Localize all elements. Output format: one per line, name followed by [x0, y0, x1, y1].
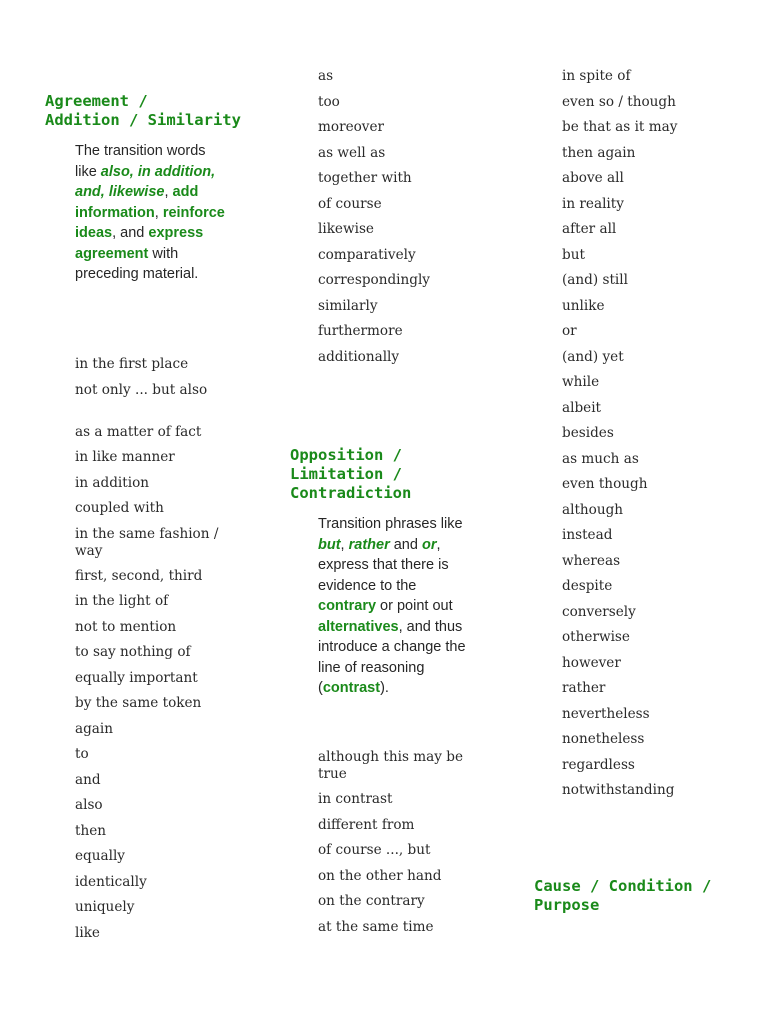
paragraph-text: , [340, 536, 349, 553]
transition-word: regardless [562, 756, 635, 773]
transition-word: in the first place [75, 356, 189, 372]
transition-word: in like manner [75, 449, 175, 465]
highlighted-phrase: or [421, 536, 437, 553]
transition-word: also [75, 797, 103, 813]
transition-word: then [75, 822, 107, 839]
transition-word: furthermore [318, 323, 403, 339]
transition-word: in the same fashion / way [75, 525, 219, 559]
transition-word: to [75, 746, 89, 762]
paragraph-text: , and [112, 225, 149, 241]
transition-word: at the same time [318, 918, 434, 935]
transition-word: coupled with [75, 500, 164, 516]
transition-word: although this may be true [318, 749, 463, 782]
highlighted-phrase: contrary [318, 598, 377, 614]
transition-word: conversely [562, 603, 636, 620]
transition-word: but [562, 246, 585, 263]
highlighted-phrase: rather [348, 536, 390, 553]
transition-word: in spite of [562, 68, 631, 84]
transition-word: together with [318, 170, 412, 186]
transition-word: correspondingly [318, 272, 430, 288]
transition-word: on the other hand [318, 867, 442, 884]
transition-word: identically [75, 873, 147, 890]
transition-word: and [75, 771, 101, 788]
highlighted-phrase: add information [75, 184, 199, 221]
section-heading-opposition: Opposition / Limitation / Contradiction [290, 446, 412, 502]
transition-word: similarly [318, 297, 378, 314]
transition-word: as a matter of fact [75, 423, 202, 440]
transition-word: however [562, 654, 621, 671]
section-heading-agreement: Agreement / Addition / Similarity [45, 92, 241, 129]
section-description-agreement [75, 141, 230, 285]
transition-word: by the same token [75, 695, 202, 711]
transition-word: not only ... but also [75, 381, 208, 398]
transition-word: nonetheless [562, 731, 645, 747]
word-list-agreement [75, 356, 225, 950]
transition-word: too [318, 93, 340, 110]
paragraph-text: with preceding material. [75, 245, 199, 282]
transition-word: albeit [562, 399, 602, 416]
section-heading-cause: Cause / Condition / Purpose [534, 877, 712, 914]
transition-word: rather [562, 680, 606, 696]
highlighted-phrase: but [318, 536, 341, 553]
transition-word: instead [562, 527, 613, 543]
transition-word: again [75, 720, 114, 737]
transition-word: even though [562, 476, 648, 492]
transition-word: in contrast [318, 791, 393, 807]
section-description-opposition [318, 514, 473, 699]
transition-word: besides [562, 425, 614, 441]
paragraph-text: Transition phrases like [318, 516, 463, 532]
transition-word: uniquely [75, 899, 135, 915]
transition-word: above all [562, 170, 624, 186]
highlighted-phrase: express agreement [75, 225, 204, 262]
transition-word: otherwise [562, 629, 630, 645]
transition-word: be that as it may [562, 119, 678, 135]
word-list-opposition [318, 749, 468, 944]
word-list-agreement-continued [318, 68, 430, 374]
paragraph-text: ). [380, 680, 389, 696]
transition-word: comparatively [318, 246, 416, 263]
highlighted-phrase: alternatives [318, 618, 399, 635]
transition-word: first, second, third [75, 567, 203, 584]
paragraph-text: , and thus introduce a change the line of reasoning ( [318, 618, 466, 696]
transition-word: notwithstanding [562, 782, 675, 798]
transition-word: while [562, 374, 600, 390]
transition-word: (and) still [562, 272, 628, 288]
paragraph-text: and [389, 536, 422, 553]
transition-word: as well as [318, 144, 386, 161]
transition-word: or [562, 323, 577, 339]
transition-word: (and) yet [562, 348, 624, 365]
transition-word: as much as [562, 450, 639, 467]
transition-word: of course ..., but [318, 842, 431, 858]
transition-word: equally [75, 848, 125, 864]
transition-word: in the light of [75, 593, 169, 609]
transition-word: after all [562, 221, 617, 237]
transition-word: likewise [318, 221, 374, 237]
paragraph-text: or point out [376, 598, 453, 614]
transition-word: then again [562, 144, 636, 161]
paragraph-text: , express that there is evidence to the [318, 536, 449, 594]
transition-word: in addition [75, 474, 150, 491]
transition-word: to say nothing of [75, 644, 191, 660]
transition-word: as [318, 68, 334, 84]
transition-word: although [562, 501, 624, 518]
transition-word: equally important [75, 669, 198, 686]
paragraph-text: , [154, 204, 163, 221]
transition-word: on the contrary [318, 893, 425, 909]
transition-word: different from [318, 816, 415, 833]
highlighted-phrase: contrast [322, 680, 381, 696]
highlighted-phrase: reinforce ideas [75, 204, 225, 241]
transition-word: unlike [562, 297, 605, 314]
transition-word: of course [318, 195, 382, 212]
paragraph-text: , [164, 184, 173, 200]
transition-word: even so / though [562, 93, 676, 110]
transition-word: moreover [318, 119, 385, 135]
word-list-opposition-continued [562, 68, 677, 808]
transition-word: additionally [318, 348, 400, 365]
transition-word: like [75, 924, 100, 941]
transition-word: despite [562, 578, 613, 594]
transition-word: whereas [562, 552, 621, 569]
transition-word: nevertheless [562, 705, 650, 722]
paragraph-text: The transition words like [75, 143, 206, 180]
transition-word: not to mention [75, 618, 177, 635]
transition-word: in reality [562, 195, 624, 212]
highlighted-phrase: also, in addition, and, likewise [75, 163, 216, 200]
